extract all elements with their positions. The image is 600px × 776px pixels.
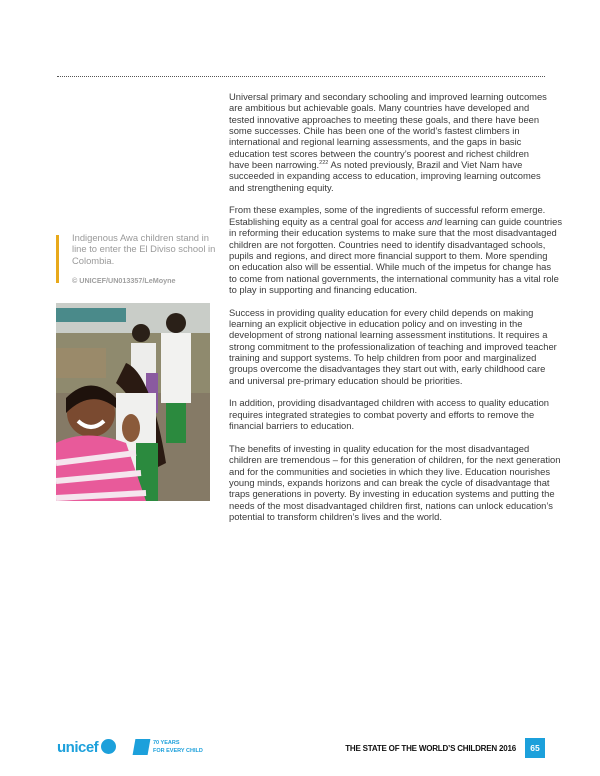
text-line: on education also will be essential. While much of the impetus for change has (229, 261, 552, 273)
paragraph (229, 91, 559, 193)
report-title: THE STATE OF THE WORLD’S CHILDREN 2016 (345, 744, 516, 753)
paragraph (229, 397, 559, 431)
text-segment: and (426, 215, 443, 227)
text-line: Success in providing quality education for every child depends on making (229, 306, 534, 318)
text-line: international and regional learning assessments, and the gaps in basic (229, 136, 522, 148)
caption-line: line to enter the El Diviso school in (72, 243, 216, 255)
text-segment: As noted previously, Brazil and Viet Nam have (328, 159, 523, 171)
text-line (229, 215, 563, 227)
seventy-years-logo-icon (133, 739, 151, 755)
text-line: young minds, expands horizons and can break the cycle of disadvantage that (229, 476, 550, 488)
anniversary-tagline (153, 740, 203, 755)
text-line: and for the communities and societies in which they live. Education nourishes (229, 465, 551, 477)
anniversary-line: FOR EVERY CHILD (153, 747, 203, 754)
text-line: financial barriers to education. (229, 420, 355, 432)
text-line: tested innovative approaches to meeting these goals, and there have been (229, 113, 540, 125)
text-line: needs of the most disadvantaged children first, nations can unlock education’s (229, 499, 553, 511)
paragraph (229, 307, 559, 386)
text-line: requires integrated strategies to combat poverty and efforts to remove the (229, 408, 535, 420)
text-line: development of strong national learning assessment institutions. It requires a (229, 329, 548, 341)
body-text (229, 91, 563, 534)
text-line: training and support systems. To help children from poor and marginalized (229, 352, 537, 363)
text-line: children are not forgotten. Countries need to identify disadvantaged schools, (229, 238, 546, 250)
unicef-logo (57, 739, 116, 757)
text-segment: learning can guide countries (442, 215, 563, 227)
text-segment: have been narrowing. (229, 159, 320, 171)
photo-credit: © UNICEF/UN013357/LeMoyne (72, 276, 176, 285)
photo-caption (72, 232, 222, 266)
caption-accent-bar (56, 235, 59, 283)
text-line: In addition, providing disadvantaged children with access to quality education (229, 397, 549, 409)
footnote-ref: 222 (319, 160, 329, 167)
page-number: 65 (525, 738, 545, 758)
text-line: are ambitious but achievable goals. Many countries have developed and (229, 102, 530, 114)
text-line: groups overcome the disadvantages they start out with, early childhood care (229, 363, 546, 375)
text-line: pupils and regions, and direct more financial support to them. More spending (229, 249, 548, 261)
text-line: to play in supporting and financing education. (229, 283, 418, 295)
text-line: education test scores between the country’s poorest and richest children (229, 147, 529, 159)
text-line: and universal pre-primary education should be priorities. (229, 374, 463, 386)
text-segment: Establishing equity as a central goal for access (229, 215, 427, 227)
text-line: learning an explicit objective in education policy and on investing in the (229, 317, 523, 329)
dotted-divider (57, 76, 545, 77)
text-line: traps generations in poverty. By investing in education systems and putting the (229, 488, 555, 500)
anniversary-line: 70 YEARS (153, 740, 180, 746)
text-line: succeeded in expanding access to education, improving learning outcomes (229, 170, 541, 182)
text-line: The benefits of investing in quality education for the most disadvantaged (229, 442, 530, 454)
text-line (229, 159, 559, 170)
text-line: in reforming their education systems to make sure that the most disadvantaged (229, 227, 557, 239)
caption-line: Colombia. (72, 254, 115, 266)
text-line: potential to transform children’s lives and the world. (229, 510, 442, 522)
text-line: Universal primary and secondary schooling and improved learning outcomes (229, 91, 547, 102)
paragraph (229, 443, 559, 522)
photo-children-in-line (56, 303, 210, 501)
text-line: From these examples, some of the ingredients of successful reform emerge. (229, 204, 546, 216)
paragraph (229, 204, 563, 295)
unicef-globe-icon (101, 739, 116, 754)
unicef-wordmark: unicef (57, 739, 99, 756)
text-line: some successes. Chile has been one of the world’s fastest climbers in (229, 125, 520, 137)
text-line: children are tremendous – for this generation of children, for the next generation (229, 454, 561, 466)
caption-line: Indigenous Awa children stand in (72, 232, 209, 243)
text-line: to come from national governments, the international community has a vital role (229, 272, 559, 284)
text-line: strong commitment to the professionalization of teaching and improved teacher (229, 340, 557, 352)
text-line: and strengthening equity. (229, 181, 334, 193)
